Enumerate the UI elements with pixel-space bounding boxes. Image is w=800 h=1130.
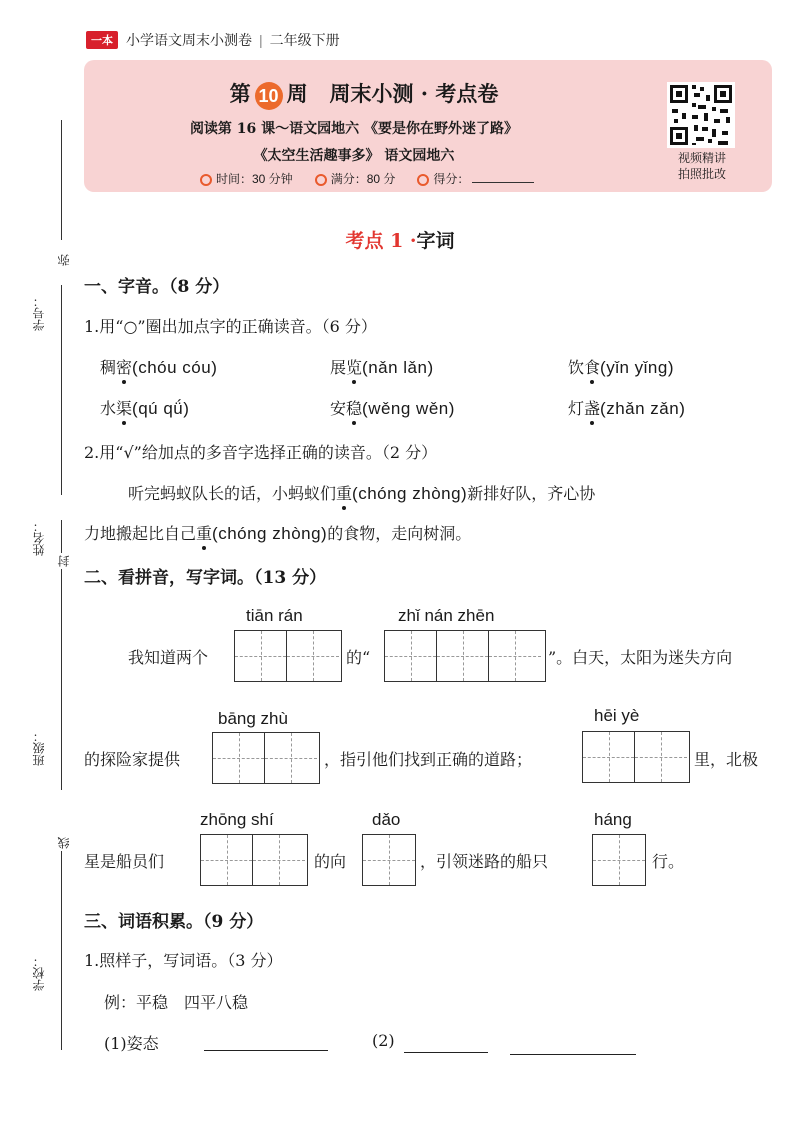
school-label: 学校：: [32, 955, 46, 991]
fill-text: 的探险家提供: [84, 750, 181, 769]
fill-text: ，指引他们找到正确的道路；: [324, 750, 533, 769]
pinyin-hint: hēi yè: [594, 706, 640, 725]
pinyin-hint: háng: [594, 810, 632, 829]
part1-q1: 1.用“○”圈出加点字的正确读音。（6 分）: [84, 317, 377, 336]
exercise-item-2: (2): [372, 1031, 395, 1050]
exercise-item-1: (1)姿态: [104, 1034, 159, 1053]
series-name: 小学语文周末小测卷: [126, 32, 252, 48]
pinyin-item[interactable]: 水渠(qú qǘ): [100, 396, 189, 419]
quiz-title: 周末小测 · 考点卷: [329, 81, 499, 106]
pinyin-item[interactable]: 安稳(wěng wěn): [330, 396, 455, 419]
writing-grid[interactable]: [592, 834, 646, 886]
polyphone-sentence-2: 力地搬起比自己重(chóng zhòng)的食物，走向树洞。: [84, 521, 471, 544]
seal-mark: 封: [57, 555, 71, 567]
part3-q1: 1.照样子，写词语。（3 分）: [84, 951, 283, 970]
lesson-range-line2: 《太空生活趣事多》 语文园地六: [253, 148, 455, 164]
fill-text: 里，北极: [694, 750, 759, 769]
brand-logo: 一本: [86, 31, 118, 49]
pinyin-hint: zhōng shí: [200, 810, 274, 829]
polyphone-sentence-1: 听完蚂蚁队长的话，小蚂蚁们重(chóng zhòng)新排好队，齐心协: [128, 481, 595, 504]
answer-blank[interactable]: [510, 1040, 636, 1055]
writing-grid[interactable]: [200, 834, 308, 886]
writing-grid[interactable]: [384, 630, 546, 682]
time-info: 时间：30 分钟: [200, 170, 293, 187]
pinyin-item[interactable]: 灯盏(zhǎn zǎn): [568, 396, 685, 419]
writing-grid[interactable]: [362, 834, 416, 886]
writing-grid[interactable]: [582, 731, 690, 783]
grade-label: 二年级下册: [269, 32, 340, 48]
part1-q2: 2.用“√”给加点的多音字选择正确的读音。（2 分）: [84, 443, 438, 462]
example-line: 例：平稳 四平八稳: [104, 993, 249, 1012]
medal-icon: [315, 174, 327, 186]
student-id-label: 学号：: [32, 295, 46, 331]
pinyin-item[interactable]: 饮食(yǐn yǐng): [568, 355, 674, 378]
pinyin-hint: zhǐ nán zhēn: [398, 606, 495, 625]
fill-text: 星是船员们: [84, 852, 165, 871]
writing-grid[interactable]: [212, 732, 320, 784]
fill-text: ，引领迷路的船只: [420, 852, 549, 871]
target-icon: [417, 174, 429, 186]
part1-heading: 一、字音。（8 分）: [84, 277, 230, 297]
series-brand: 一本 小学语文周末小测卷 | 二年级下册: [86, 30, 340, 50]
fill-text: 我知道两个: [128, 648, 209, 667]
pinyin-hint: dǎo: [372, 810, 401, 829]
fill-text: 行。: [652, 852, 685, 871]
pinyin-item[interactable]: 展览(nǎn lǎn): [330, 355, 434, 378]
section-title: 考点 1 ·字词: [345, 230, 455, 252]
answer-blank[interactable]: [204, 1036, 328, 1051]
seal-mark: 弥: [57, 254, 71, 266]
binding-line: [61, 285, 62, 495]
pinyin-hint: tiān rán: [246, 606, 303, 625]
page-title: 第 10 周 周末小测 · 考点卷: [84, 78, 644, 110]
fill-text: 的“: [346, 648, 371, 667]
fill-text: 的向: [314, 852, 347, 871]
part2-heading: 二、看拼音，写字词。（13 分）: [84, 568, 327, 588]
clock-icon: [200, 174, 212, 186]
pinyin-item[interactable]: 稠密(chóu cóu): [100, 355, 217, 378]
week-number-badge: 10: [255, 82, 283, 110]
quiz-meta: [200, 170, 534, 187]
answer-blank[interactable]: [404, 1038, 488, 1053]
binding-line: [61, 840, 62, 1050]
qr-code[interactable]: [667, 82, 735, 148]
class-label: 班级：: [32, 730, 46, 766]
pinyin-hint: bāng zhù: [218, 709, 288, 728]
polyphone-choice[interactable]: (chóng zhòng): [212, 524, 328, 543]
score-field[interactable]: 得分：: [417, 170, 534, 187]
name-label: 姓名：: [32, 520, 46, 556]
full-score-info: 满分：80 分: [315, 170, 396, 187]
fill-text: ”。白天，太阳为迷失方向: [548, 648, 733, 667]
polyphone-choice[interactable]: (chóng zhòng): [352, 484, 468, 503]
qr-caption: 视频精讲 拍照批改: [677, 151, 726, 181]
writing-grid[interactable]: [234, 630, 342, 682]
seal-mark: 线: [57, 837, 71, 849]
part3-heading: 三、词语积累。（9 分）: [84, 912, 264, 932]
lesson-range-line1: 阅读第 16 课～语文园地六 《要是你在野外迷了路》: [189, 121, 519, 137]
binding-line: [61, 120, 62, 240]
